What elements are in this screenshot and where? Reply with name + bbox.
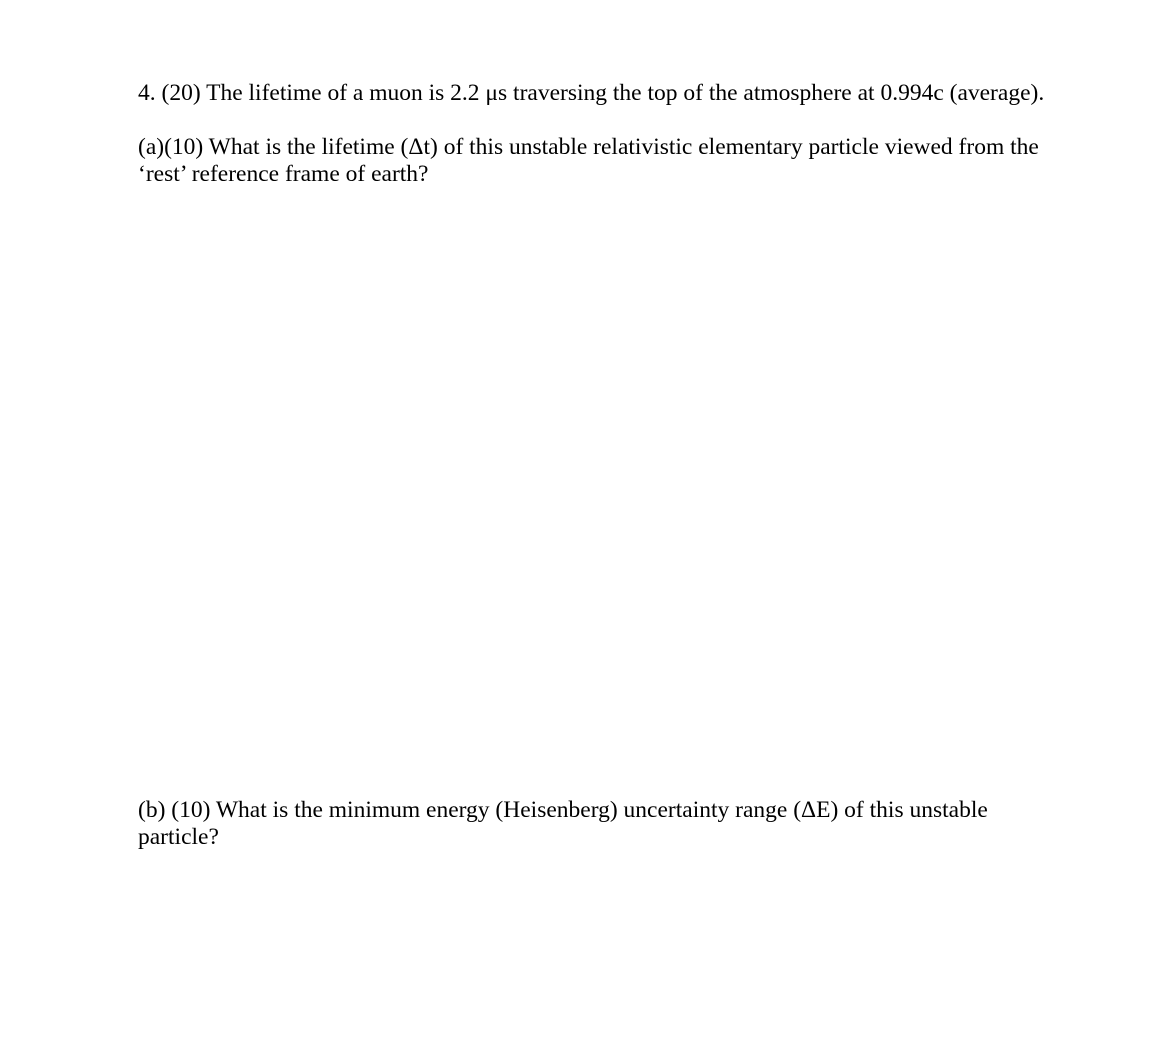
- part-b-question: [138, 797, 1038, 851]
- part-a-line-1: (a)(10) What is the lifetime (Δt) of this unstable relativistic elementary particle viewed from the: [138, 134, 1039, 160]
- part-b-line-2: particle?: [138, 824, 219, 850]
- part-a-line-2: ‘rest’ reference frame of earth?: [138, 161, 429, 187]
- part-b-line-1: (b) (10) What is the minimum energy (Heisenberg) uncertainty range (ΔE) of this unstable: [138, 797, 988, 823]
- problem-header: 4. (20) The lifetime of a muon is 2.2 μs traversing the top of the atmosphere at 0.994c (average).: [138, 80, 1045, 106]
- part-a-question: [138, 134, 1038, 188]
